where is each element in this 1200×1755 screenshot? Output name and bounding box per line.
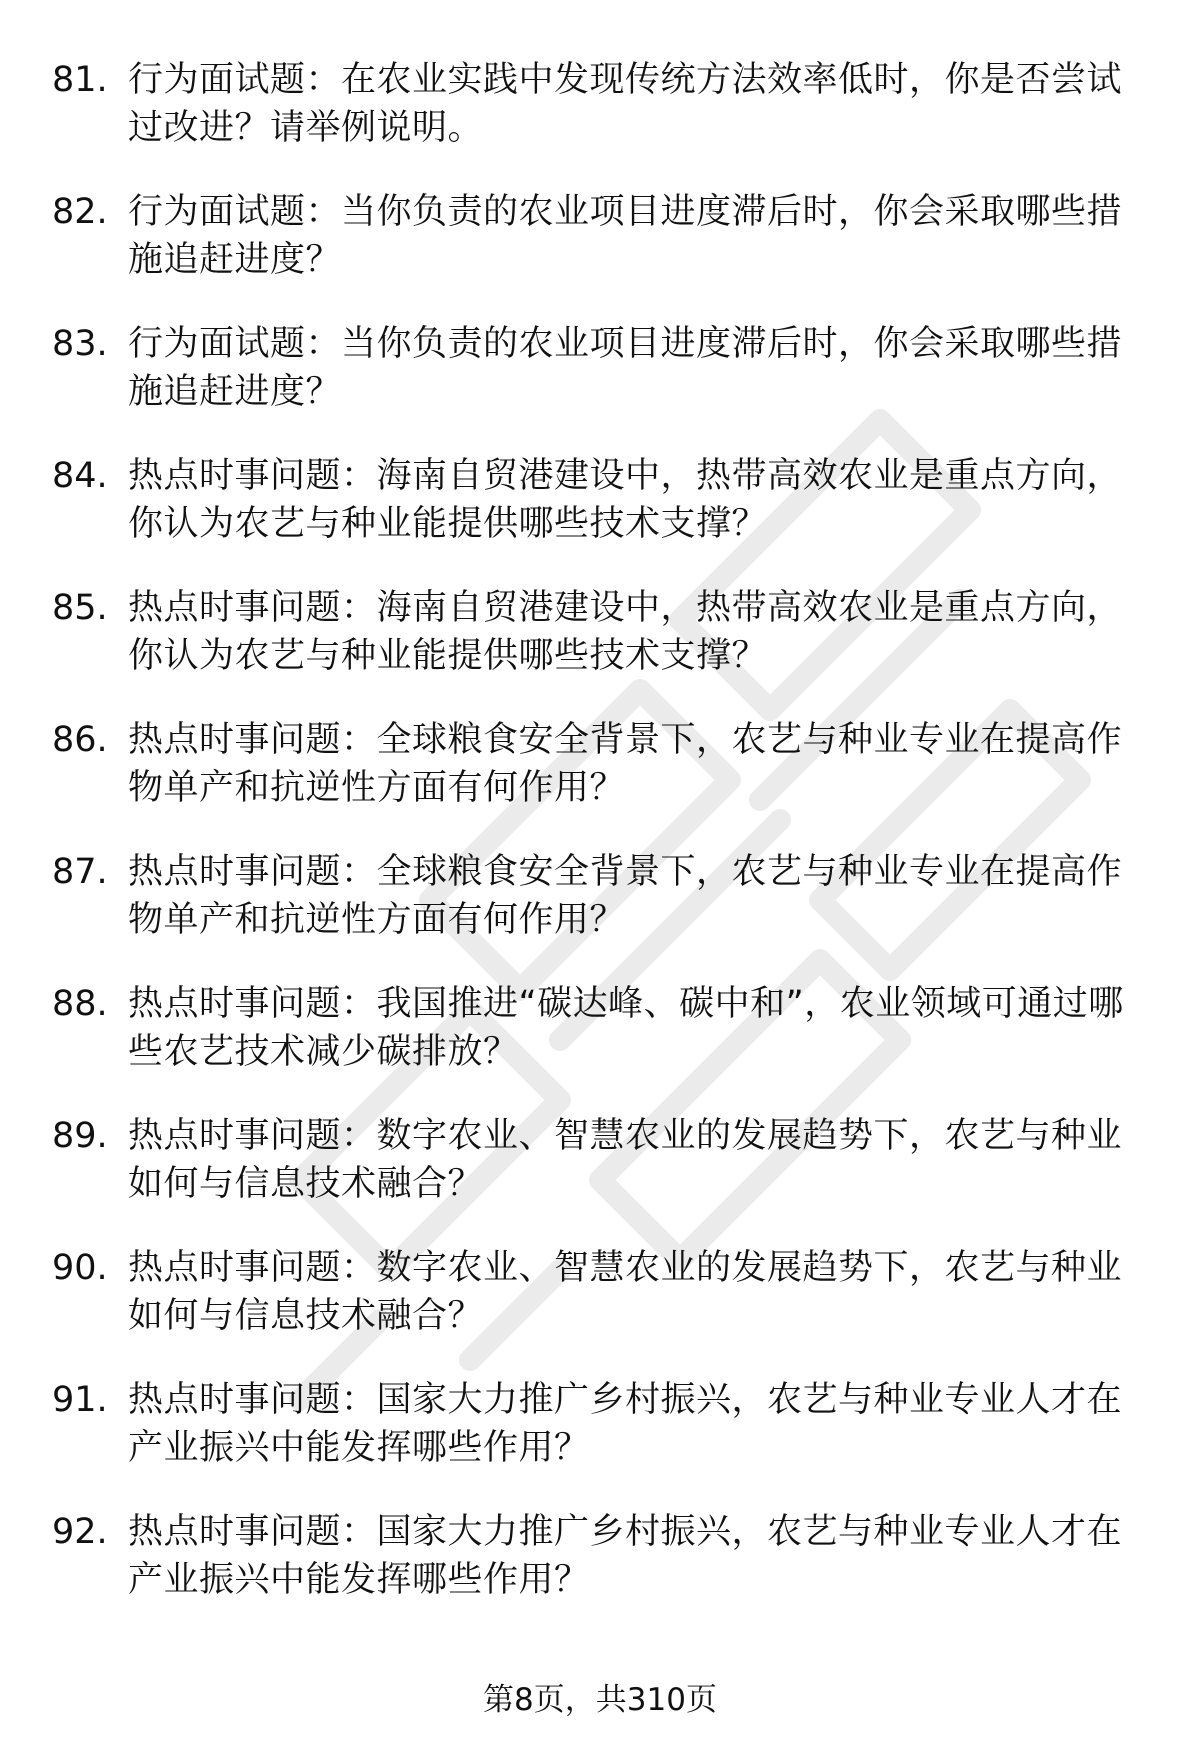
question-number: 88. <box>52 984 108 1024</box>
question-number: 86. <box>52 720 108 760</box>
question-text: 热点时事问题：海南自贸港建设中，热带高效农业是重点方向，你认为农艺与种业能提供哪些技术支撑？ <box>128 456 1123 544</box>
question-item <box>0 452 1200 584</box>
question-text: 热点时事问题：数字农业、智慧农业的发展趋势下，农艺与种业如何与信息技术融合？ <box>128 1116 1123 1204</box>
question-text: 热点时事问题：国家大力推广乡村振兴，农艺与种业专业人才在产业振兴中能发挥哪些作用？ <box>128 1380 1123 1468</box>
question-text: 热点时事问题：国家大力推广乡村振兴，农艺与种业专业人才在产业振兴中能发挥哪些作用？ <box>128 1512 1123 1600</box>
question-number: 81. <box>52 60 108 100</box>
question-item <box>0 584 1200 716</box>
question-item <box>0 188 1200 320</box>
question-number: 92. <box>52 1512 108 1552</box>
question-number: 90. <box>52 1248 108 1288</box>
question-item <box>0 1376 1200 1508</box>
question-item <box>0 1508 1200 1640</box>
question-number: 89. <box>52 1116 108 1156</box>
question-number: 91. <box>52 1380 108 1420</box>
question-item <box>0 56 1200 188</box>
question-text: 热点时事问题：数字农业、智慧农业的发展趋势下，农艺与种业如何与信息技术融合？ <box>128 1248 1123 1336</box>
question-text: 热点时事问题：全球粮食安全背景下，农艺与种业专业在提高作物单产和抗逆性方面有何作用？ <box>128 720 1123 808</box>
question-item <box>0 320 1200 452</box>
question-item <box>0 1244 1200 1376</box>
question-text: 行为面试题：在农业实践中发现传统方法效率低时，你是否尝试过改进？请举例说明。 <box>128 60 1123 148</box>
question-text: 热点时事问题：海南自贸港建设中，热带高效农业是重点方向，你认为农艺与种业能提供哪些技术支撑？ <box>128 588 1123 676</box>
question-text: 热点时事问题：全球粮食安全背景下，农艺与种业专业在提高作物单产和抗逆性方面有何作用？ <box>128 852 1123 940</box>
question-item <box>0 1112 1200 1244</box>
page-footer: 第8页，共310页 <box>483 1682 717 1718</box>
question-number: 87. <box>52 852 108 892</box>
question-text: 热点时事问题：我国推进“碳达峰、碳中和”，农业领域可通过哪些农艺技术减少碳排放？ <box>128 984 1124 1072</box>
question-text: 行为面试题：当你负责的农业项目进度滞后时，你会采取哪些措施追赶进度？ <box>128 324 1123 412</box>
question-number: 84. <box>52 456 108 496</box>
question-item <box>0 848 1200 980</box>
question-list <box>0 56 1200 1640</box>
question-number: 83. <box>52 324 108 364</box>
question-item <box>0 716 1200 848</box>
question-number: 82. <box>52 192 108 232</box>
question-text: 行为面试题：当你负责的农业项目进度滞后时，你会采取哪些措施追赶进度？ <box>128 192 1123 280</box>
question-item <box>0 980 1200 1112</box>
question-number: 85. <box>52 588 108 628</box>
